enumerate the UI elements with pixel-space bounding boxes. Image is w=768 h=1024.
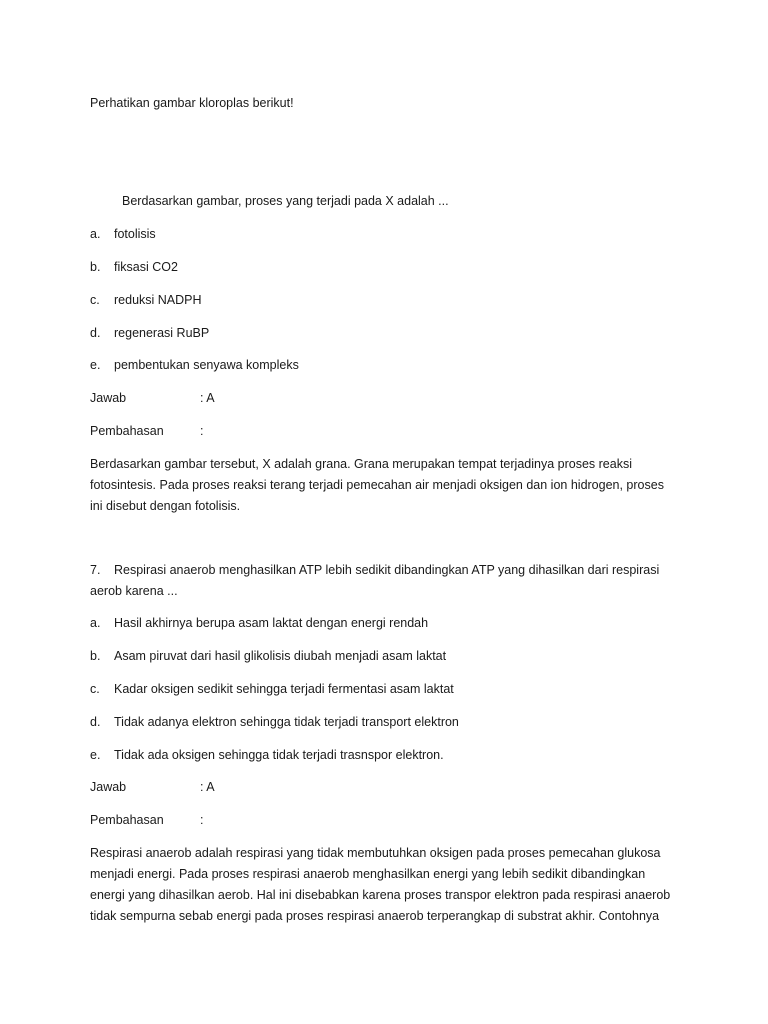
q6-option-a — [90, 226, 156, 242]
q7-option-d — [90, 714, 459, 730]
option-text: regenerasi RuBP — [114, 326, 210, 340]
q7-option-e — [90, 747, 444, 763]
explanation-colon: : — [200, 424, 204, 438]
explanation-colon: : — [200, 813, 204, 827]
explanation-label: Pembahasan — [90, 424, 164, 438]
explanation-line: fotosintesis. Pada proses reaksi terang terjadi pemecahan air menjadi oksigen dan ion hidrogen, proses — [90, 478, 664, 492]
option-text: reduksi NADPH — [114, 293, 202, 307]
question-text: Respirasi anaerob menghasilkan ATP lebih sedikit dibandingkan ATP yang dihasilkan dari respirasi — [114, 563, 660, 577]
q6-option-d — [90, 325, 209, 341]
explanation-line: Respirasi anaerob adalah respirasi yang tidak membutuhkan oksigen pada proses pemecahan glukosa — [90, 846, 661, 860]
answer-label: Jawab — [90, 391, 127, 405]
option-text: pembentukan senyawa kompleks — [114, 358, 299, 372]
option-text: fotolisis — [114, 227, 156, 241]
option-letter: c. — [90, 293, 100, 307]
option-text: Tidak ada oksigen sehingga tidak terjadi trasnspor elektron. — [114, 748, 444, 762]
option-letter: d. — [90, 326, 101, 340]
answer-value: : A — [200, 391, 215, 405]
option-letter: c. — [90, 682, 100, 696]
option-letter: e. — [90, 748, 101, 762]
q7-explanation — [90, 843, 680, 927]
question-line — [90, 560, 680, 581]
option-letter: b. — [90, 649, 101, 663]
option-letter: d. — [90, 715, 101, 729]
question-line: aerob karena ... — [90, 584, 178, 598]
option-text: fiksasi CO2 — [114, 260, 178, 274]
explanation-line: tidak sempurna sebab energi pada proses respirasi anaerob terperangkap di substrat akhir. Contohnya — [90, 909, 660, 923]
q7-option-a — [90, 615, 428, 631]
option-letter: a. — [90, 616, 101, 630]
q7-question — [90, 560, 680, 602]
q6-option-b — [90, 259, 178, 275]
q7-option-b — [90, 648, 446, 664]
option-text: Asam piruvat dari hasil glikolisis diubah menjadi asam laktat — [114, 649, 447, 663]
q7-option-c — [90, 681, 454, 697]
q6-option-e — [90, 357, 299, 373]
option-text: Kadar oksigen sedikit sehingga terjadi fermentasi asam laktat — [114, 682, 454, 696]
q6-question: Berdasarkan gambar, proses yang terjadi pada X adalah ... — [122, 194, 449, 208]
option-letter: e. — [90, 358, 101, 372]
q6-answer — [90, 390, 215, 406]
question-number: 7. — [90, 563, 101, 577]
q7-explanation-heading — [90, 812, 203, 828]
option-text: Hasil akhirnya berupa asam laktat dengan energi rendah — [114, 616, 429, 630]
intro-text: Perhatikan gambar kloroplas berikut! — [90, 96, 294, 110]
option-text: Tidak adanya elektron sehingga tidak terjadi transport elektron — [114, 715, 459, 729]
explanation-line: Berdasarkan gambar tersebut, X adalah grana. Grana merupakan tempat terjadinya proses reaksi — [90, 457, 632, 471]
explanation-label: Pembahasan — [90, 813, 164, 827]
answer-value: : A — [200, 780, 215, 794]
option-letter: a. — [90, 227, 101, 241]
q7-answer — [90, 779, 215, 795]
explanation-line: energi yang dihasilkan aerob. Hal ini disebabkan karena proses transpor elektron pada respirasi anaerob — [90, 888, 671, 902]
q6-explanation-heading — [90, 423, 203, 439]
answer-label: Jawab — [90, 780, 127, 794]
explanation-line: menjadi energi. Pada proses respirasi anaerob menghasilkan energi yang lebih sedikit dibandingkan — [90, 867, 646, 881]
q6-option-c — [90, 292, 202, 308]
option-letter: b. — [90, 260, 101, 274]
explanation-line: ini disebut dengan fotolisis. — [90, 499, 241, 513]
q6-explanation — [90, 454, 680, 517]
